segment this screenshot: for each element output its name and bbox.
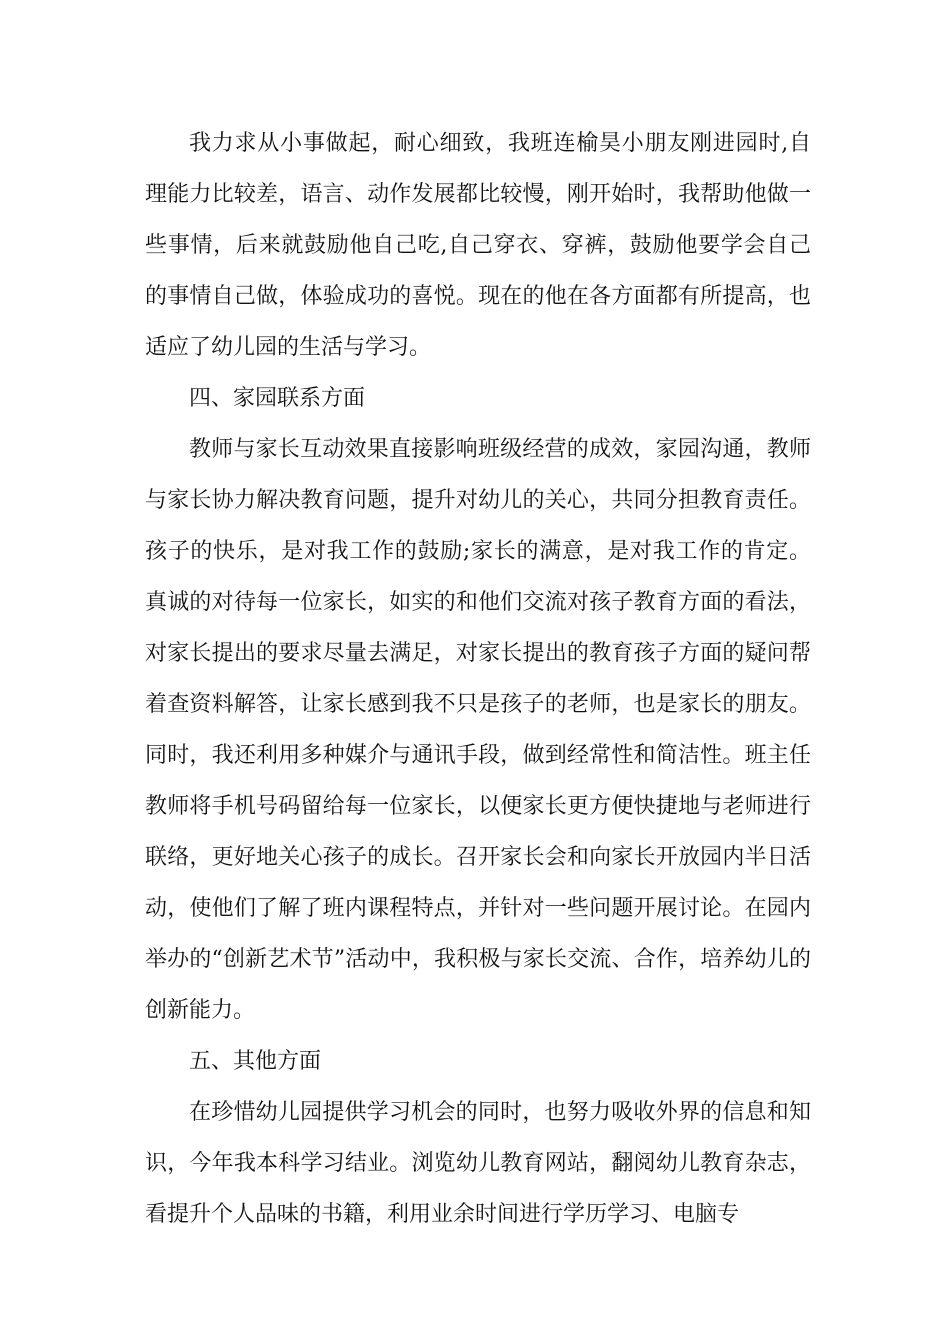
section-heading-other: 五、其他方面 [189,1049,322,1074]
paragraph-home-school: 教师与家长互动效果直接影响班级经营的成效，家园沟通，教师与家长协力解决教育问题，提升对幼儿的关心，共同分担教育责任。孩子的快乐，是对我工作的鼓励;家长的满意，是对我工作的肯定。真诚的对待每一位家长，如实的和他们交流对孩子教育方面的看法，对家长提出的要求尽量去满足，对家长提出的教育孩子方面的疑问帮着查资料解答，让家长感到我不只是孩子的老师，也是家长的朋友。同时，我还利用多种媒介与通讯手段，做到经常性和简洁性。班主任教师将手机号码留给每一位家长，以便家长更方便快捷地与老师进行联络，更好地关心孩子的成长。召开家长会和向家长开放园内半日活动，使他们了解了班内课程特点，并针对一些问题开展讨论。在园内举办的“创新艺术节”活动中，我积极与家长交流、合作，培养幼儿的创新能力。 [145,437,811,1023]
paragraph-other: 在珍惜幼儿园提供学习机会的同时，也努力吸收外界的信息和知识，今年我本科学习结业。浏览幼儿教育网站，翻阅幼儿教育杂志，看提升个人品味的书籍，利用业余时间进行学历学习、电脑专 [145,1100,811,1227]
section-heading-home-school: 四、家园联系方面 [189,386,366,411]
paragraph-self-care: 我力求从小事做起，耐心细致，我班连榆昊小朋友刚进园时,自理能力比较差，语言、动作发展都比较慢，刚开始时，我帮助他做一些事情，后来就鼓励他自己吃,自己穿衣、穿裤，鼓励他要学会自己的事情自己做，体验成功的喜悦。现在的他在各方面都有所提高，也适应了幼儿园的生活与学习。 [145,131,811,360]
document-body [145,118,811,1240]
